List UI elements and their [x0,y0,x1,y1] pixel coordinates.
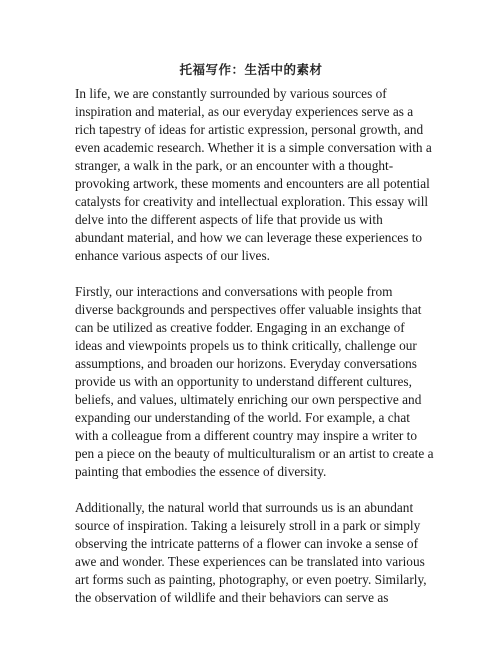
text-line: provoking artwork, these moments and encounters are all potential [75,176,430,191]
text-line: Additionally, the natural world that surrounds us is an abundant [75,500,414,515]
text-line: enhance various aspects of our lives. [75,248,270,263]
text-line: stranger, a walk in the park, or an encounter with a thought- [75,158,394,173]
text-line: inspiration and material, as our everyday experiences serve as a [75,104,414,119]
text-line: pen a piece on the beauty of multiculturalism or an artist to create a [75,446,434,461]
text-line: even academic research. Whether it is a simple conversation with a [75,140,432,155]
text-line: In life, we are constantly surrounded by various sources of [75,86,387,101]
text-line: diverse backgrounds and perspectives offer valuable insights that [75,302,422,317]
paragraph-intro [75,85,431,265]
text-line: art forms such as painting, photography, or even poetry. Similarly, [75,572,427,587]
text-line: can be utilized as creative fodder. Engaging in an exchange of [75,320,405,335]
text-line: with a colleague from a different country may inspire a writer to [75,428,418,443]
text-line: observing the intricate patterns of a flower can invoke a sense of [75,536,419,551]
text-line: source of inspiration. Taking a leisurely stroll in a park or simply [75,518,421,533]
text-line: awe and wonder. These experiences can be translated into various [75,554,425,569]
text-line: catalysts for creativity and intellectual exploration. This essay will [75,194,429,209]
text-line: ideas and viewpoints propels us to think critically, challenge our [75,338,417,353]
text-line: rich tapestry of ideas for artistic expression, personal growth, and [75,122,424,137]
document-body [75,85,434,625]
text-line: painting that embodies the essence of diversity. [75,464,327,479]
paragraph-nature [75,499,431,607]
text-line: beliefs, and values, ultimately enriching our own perspective and [75,392,422,407]
text-line: Firstly, our interactions and conversations with people from [75,284,393,299]
text-line: assumptions, and broaden our horizons. Everyday conversations [75,356,417,371]
text-line: abundant material, and how we can leverage these experiences to [75,230,423,245]
paragraph-conversations [75,283,434,481]
text-line: provide us with an opportunity to understand different cultures, [75,374,412,389]
text-line: the observation of wildlife and their behaviors can serve as [75,590,389,605]
text-line: delve into the different aspects of life that provide us with [75,212,383,227]
document-title: 托福写作：生活中的素材 [179,62,323,77]
text-line: expanding our understanding of the world. For example, a chat [75,410,410,425]
